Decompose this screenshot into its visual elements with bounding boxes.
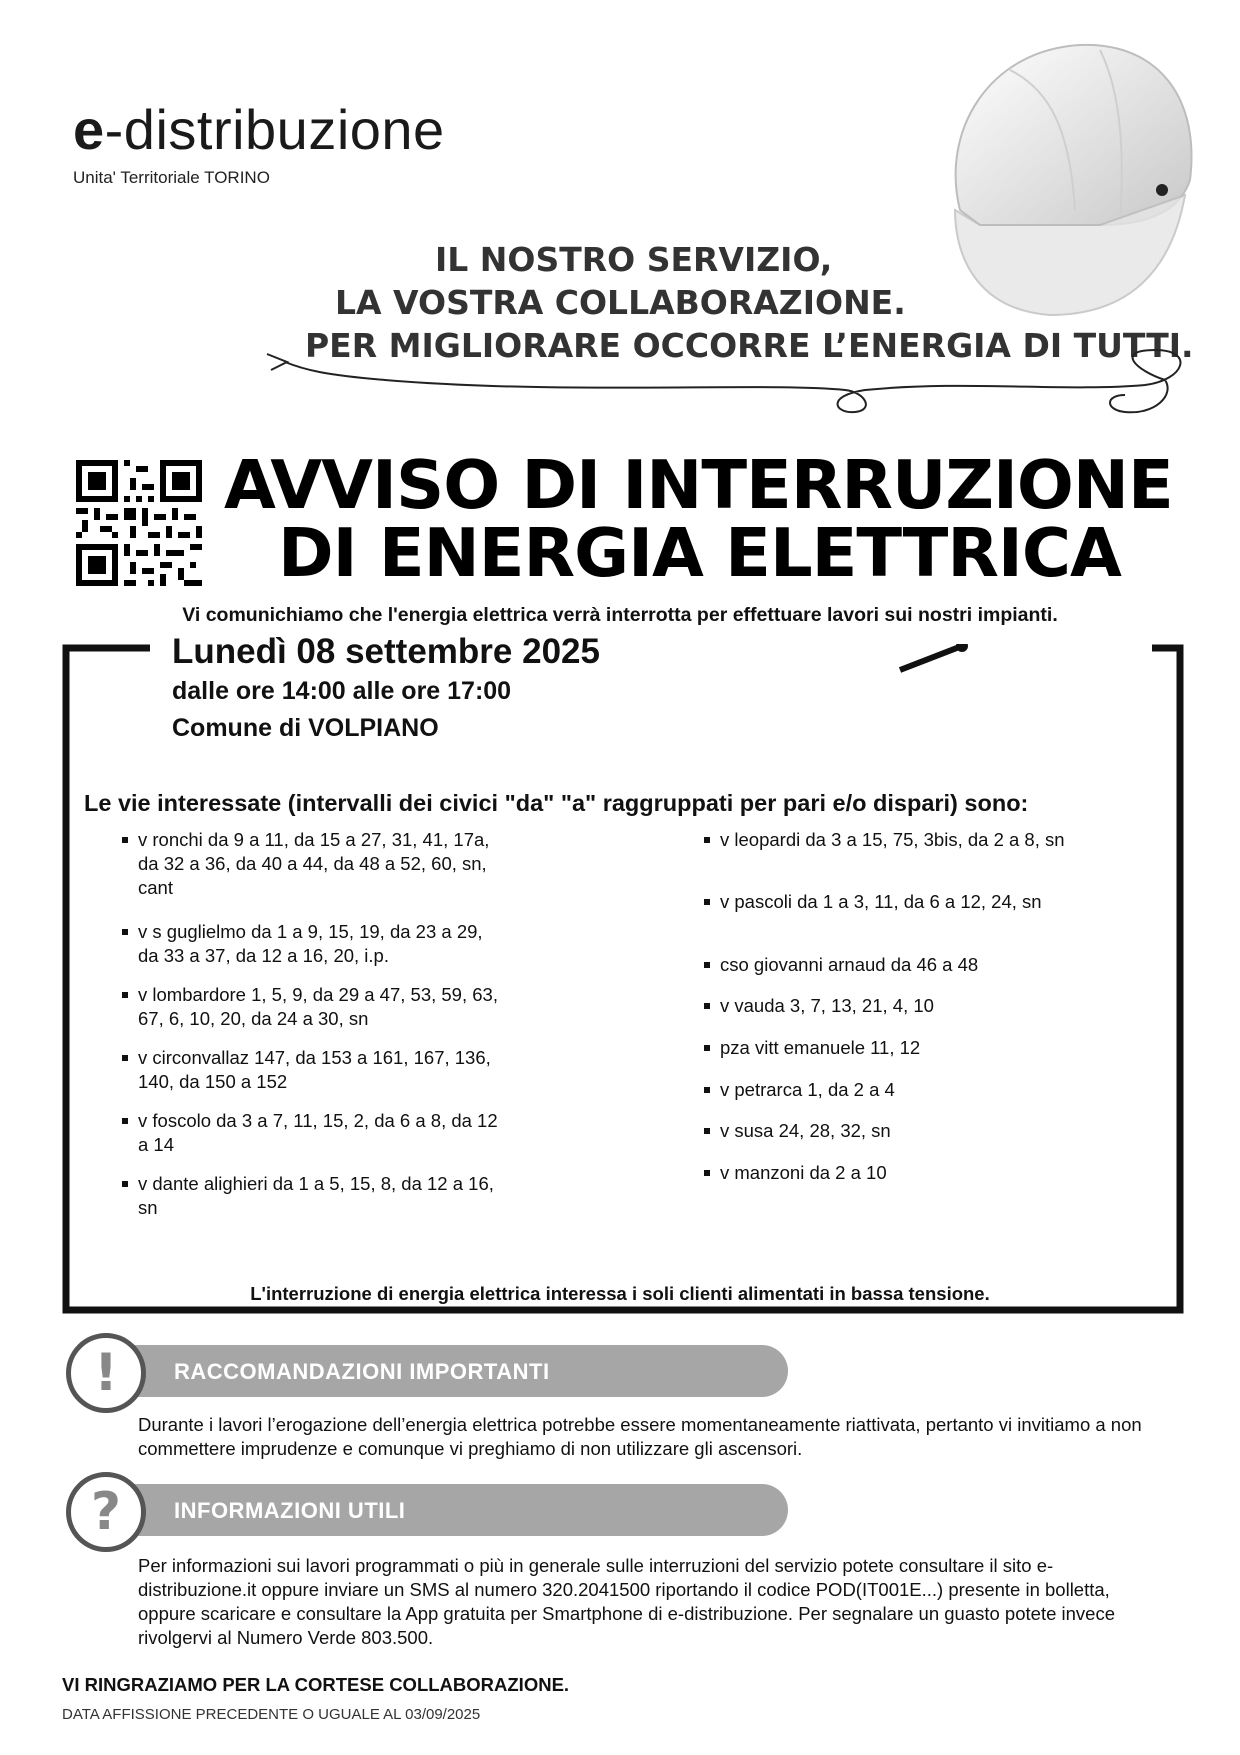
low-voltage-note: L'interruzione di energia elettrica interessa i soli clienti alimentati in bassa tensione.: [250, 1283, 990, 1304]
street-line: da 33 a 37, da 12 a 16, 20, i.p.: [138, 945, 389, 966]
street-line: pza vitt emanuele 11, 12: [720, 1037, 921, 1058]
street-item: [702, 828, 1065, 852]
interruption-date: Lunedì 08 settembre 2025: [172, 632, 600, 671]
exclamation-icon: !: [66, 1333, 146, 1413]
notice-title-line-1: AVVISO DI INTERRUZIONE: [224, 446, 1173, 524]
street-item: [702, 994, 934, 1018]
street-item: [702, 1036, 920, 1060]
street-line: v vauda 3, 7, 13, 21, 4, 10: [720, 995, 934, 1016]
street-item: [120, 1046, 491, 1094]
street-line: v susa 24, 28, 32, sn: [720, 1120, 891, 1141]
plug-cord-decoration: [265, 340, 1205, 430]
street-line: cso giovanni arnaud da 46 a 48: [720, 954, 979, 975]
street-line: 140, da 150 a 152: [138, 1071, 288, 1092]
street-item: [702, 1161, 887, 1185]
street-line: v circonvallaz 147, da 153 a 161, 167, 136,: [138, 1047, 491, 1068]
territorial-unit: Unita' Territoriale TORINO: [73, 168, 270, 187]
interruption-hours: dalle ore 14:00 alle ore 17:00: [172, 677, 512, 705]
street-item: [702, 953, 978, 977]
street-line: v pascoli da 1 a 3, 11, da 6 a 12, 24, sn: [720, 891, 1042, 912]
recommendations-text: Durante i lavori l’erogazione dell’energia elettrica potrebbe essere momentaneamente riattivata, pertanto vi invitiamo a non commettere imprudenze e comunque vi preghiamo di non utilizzare gli ascensori.: [138, 1414, 1142, 1459]
interruption-comune: Comune di VOLPIANO: [172, 714, 439, 742]
logo-e-letter: e: [73, 98, 105, 161]
brand-logo: [73, 98, 445, 161]
street-item: [120, 920, 483, 968]
slogan-line-1: IL NOSTRO SERVIZIO,: [435, 240, 833, 279]
question-icon: ?: [66, 1472, 146, 1552]
notice-title-line-2: DI ENERGIA ELETTRICA: [278, 514, 1121, 592]
street-line: a 14: [138, 1134, 175, 1155]
slogan-line-3: PER MIGLIORARE OCCORRE L’ENERGIA DI TUTTI.: [305, 326, 1194, 365]
street-line: v manzoni da 2 a 10: [720, 1162, 887, 1183]
recommendations-title: RACCOMANDAZIONI IMPORTANTI: [174, 1359, 550, 1384]
street-line: v ronchi da 9 a 11, da 15 a 27, 31, 41, 17a,: [138, 829, 490, 850]
info-title: INFORMAZIONI UTILI: [174, 1498, 406, 1523]
street-line: da 32 a 36, da 40 a 44, da 48 a 52, 60, sn,: [138, 853, 487, 874]
street-line: sn: [138, 1197, 158, 1218]
street-line: v lombardore 1, 5, 9, da 29 a 47, 53, 59, 63,: [138, 984, 498, 1005]
street-line: 67, 6, 10, 20, da 24 a 30, sn: [138, 1008, 369, 1029]
slogan-line-2: LA VOSTRA COLLABORAZIONE.: [335, 283, 906, 322]
street-item: [120, 1109, 498, 1157]
qr-code[interactable]: [76, 460, 202, 586]
street-item: [702, 1119, 891, 1143]
street-item: [702, 890, 1042, 914]
streets-heading: Le vie interessate (intervalli dei civici "da" "a" raggruppati per pari e/o dispari) sono:: [84, 790, 1029, 816]
street-line: v petrarca 1, da 2 a 4: [720, 1079, 895, 1100]
logo-text: -distribuzione: [104, 98, 445, 161]
info-text: Per informazioni sui lavori programmati o più in generale sulle interruzioni del servizio potete consultare il sito e-distribuzione.it oppure inviare un SMS al numero 320.2041500 riportando il codice POD(IT001E...) presente in bolletta, oppure scaricare e consultare la App gratuita per Smartphone di e-distribuzione. Per segnalare un guasto potete invece rivolgervi al Numero Verde 803.500.: [138, 1555, 1115, 1648]
street-line: v foscolo da 3 a 7, 11, 15, 2, da 6 a 8, da 12: [138, 1110, 498, 1131]
street-line: v s guglielmo da 1 a 9, 15, 19, da 23 a 29,: [138, 921, 483, 942]
street-item: [120, 828, 489, 900]
street-item: [702, 1078, 895, 1102]
street-line: v dante alighieri da 1 a 5, 15, 8, da 12 a 16,: [138, 1173, 494, 1194]
intro-text: Vi comunichiamo che l'energia elettrica verrà interrotta per effettuare lavori sui nostri impianti.: [182, 604, 1058, 626]
street-item: [120, 1172, 494, 1220]
affix-date: DATA AFFISSIONE PRECEDENTE O UGUALE AL 03/09/2025: [62, 1706, 481, 1723]
street-line: cant: [138, 877, 173, 898]
thanks-text: VI RINGRAZIAMO PER LA CORTESE COLLABORAZIONE.: [62, 1674, 570, 1695]
street-line: v leopardi da 3 a 15, 75, 3bis, da 2 a 8, sn: [720, 829, 1065, 850]
street-item: [120, 983, 498, 1031]
